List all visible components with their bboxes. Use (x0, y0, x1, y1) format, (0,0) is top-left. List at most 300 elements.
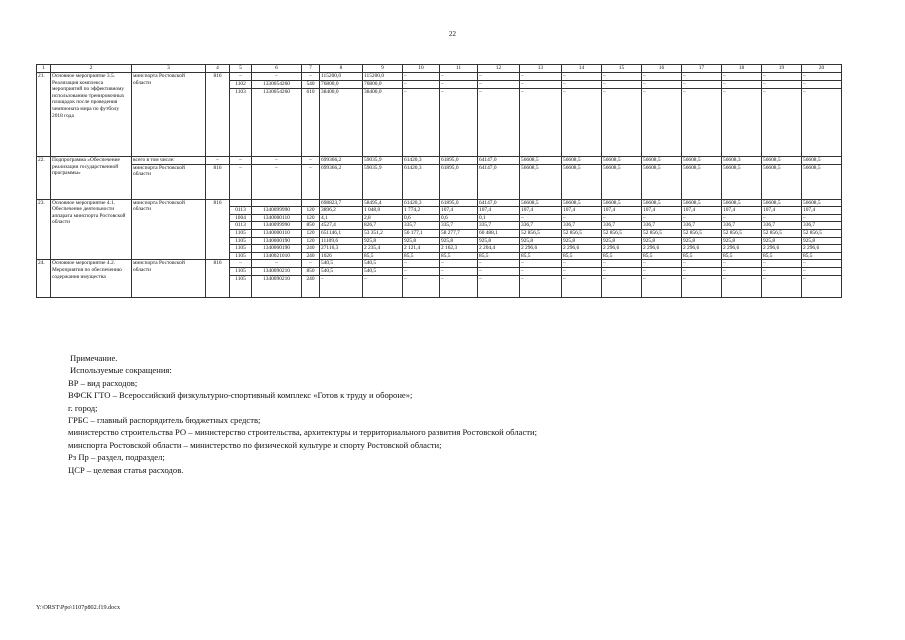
value-cell: 56608,5 (562, 199, 602, 207)
header-cell: 16 (642, 65, 682, 73)
value-cell: – (440, 267, 478, 275)
value-cell: 336,7 (802, 222, 842, 230)
value-cell: 38400,0 (363, 89, 403, 157)
value-cell: – (230, 157, 252, 165)
value-cell: – (762, 73, 802, 81)
value-cell: 699366,2 (320, 164, 363, 199)
value-cell: 240 (302, 275, 320, 297)
value-cell: 85,5 (440, 252, 478, 260)
header-cell: 15 (602, 65, 642, 73)
value-cell: 56608,5 (602, 157, 642, 165)
value-cell (302, 199, 320, 207)
value-cell: 85,5 (722, 252, 762, 260)
value-cell: 56608,5 (682, 157, 722, 165)
value-cell: 2 121,4 (403, 245, 440, 253)
row-number-cell: 23. (37, 199, 51, 260)
header-cell: 18 (722, 65, 762, 73)
budget-table (36, 64, 842, 298)
value-cell: 1102 (230, 81, 252, 89)
value-cell: – (562, 260, 602, 268)
value-cell: 27116,3 (320, 245, 363, 253)
grbs-cell: 816 (206, 260, 230, 297)
value-cell: 2 296,6 (562, 245, 602, 253)
value-cell: 335,7 (478, 222, 520, 230)
value-cell: 58 277,7 (440, 229, 478, 237)
header-cell: 14 (562, 65, 602, 73)
value-cell: 59035,9 (363, 164, 403, 199)
header-cell: 10 (403, 65, 440, 73)
value-cell: – (230, 260, 252, 268)
grbs-cell: 816 (206, 73, 230, 157)
value-cell: 336,7 (602, 222, 642, 230)
value-cell: – (562, 275, 602, 297)
value-cell: 64147,0 (478, 199, 520, 207)
value-cell: 61895,0 (440, 164, 478, 199)
header-cell: 6 (252, 65, 302, 73)
value-cell: 61420,3 (403, 199, 440, 207)
notes-section (70, 352, 537, 476)
value-cell: – (722, 81, 762, 89)
value-cell: 335,7 (403, 222, 440, 230)
value-cell (252, 199, 302, 207)
value-cell: – (682, 260, 722, 268)
value-cell: 1330054260 (252, 89, 302, 157)
value-cell: 61895,0 (440, 199, 478, 207)
value-cell: 107,4 (440, 207, 478, 215)
value-cell: 1105 (230, 275, 252, 297)
value-cell: 925,8 (403, 237, 440, 245)
value-cell: 1340099990 (252, 222, 302, 230)
value-cell: – (602, 73, 642, 81)
value-cell: 11109,6 (320, 237, 363, 245)
row-number-cell: 24. (37, 260, 51, 297)
value-cell: 56608,5 (520, 157, 562, 165)
value-cell: – (682, 73, 722, 81)
header-cell: 17 (682, 65, 722, 73)
value-cell: – (320, 275, 363, 297)
responsible-cell: минспорта Ростовской области (132, 73, 206, 157)
value-cell: – (252, 164, 302, 199)
value-cell: 85,5 (520, 252, 562, 260)
value-cell: 1340021010 (252, 252, 302, 260)
value-cell: 107,4 (642, 207, 682, 215)
header-cell: 12 (478, 65, 520, 73)
value-cell: 85,5 (802, 252, 842, 260)
value-cell: 56608,5 (602, 199, 642, 207)
value-cell: 540,5 (320, 267, 363, 275)
value-cell: – (520, 267, 562, 275)
value-cell: – (642, 81, 682, 89)
header-cell: 19 (762, 65, 802, 73)
value-cell: 540,5 (363, 267, 403, 275)
value-cell: 336,7 (762, 222, 802, 230)
note-item: ЦСР – целевая статья расходов. (68, 464, 184, 475)
header-cell: 20 (802, 65, 842, 73)
value-cell: 85,5 (602, 252, 642, 260)
notes-title: Примечание. (70, 353, 118, 363)
value-cell: 0,6 (440, 214, 478, 222)
value-cell: – (302, 164, 320, 199)
value-cell: 540,5 (363, 260, 403, 268)
value-cell: – (440, 275, 478, 297)
value-cell: 2 296,6 (642, 245, 682, 253)
value-cell: – (682, 214, 722, 222)
value-cell: 1 048,0 (363, 207, 403, 215)
value-cell: 925,8 (722, 237, 762, 245)
value-cell: – (440, 73, 478, 81)
value-cell: 61895,0 (440, 157, 478, 165)
value-cell: 85,5 (682, 252, 722, 260)
value-cell: – (762, 89, 802, 157)
value-cell: 107,4 (602, 207, 642, 215)
value-cell: 925,8 (363, 237, 403, 245)
table-row (37, 164, 842, 199)
value-cell: 1340090210 (252, 275, 302, 297)
value-cell: 107,4 (478, 207, 520, 215)
value-cell: 56608,3 (722, 157, 762, 165)
value-cell: – (642, 260, 682, 268)
value-cell: 52 856,5 (762, 229, 802, 237)
value-cell: 56608,5 (722, 199, 762, 207)
header-cell: 7 (302, 65, 320, 73)
value-cell: 336,7 (642, 222, 682, 230)
value-cell: 850 (302, 267, 320, 275)
header-cell: 3 (132, 65, 206, 73)
value-cell: – (252, 157, 302, 165)
value-cell: 610 (302, 89, 320, 157)
value-cell: – (682, 89, 722, 157)
value-cell: – (762, 214, 802, 222)
value-cell: 336,7 (682, 222, 722, 230)
value-cell: 925,8 (802, 237, 842, 245)
value-cell: 540,5 (320, 260, 363, 268)
value-cell: – (403, 267, 440, 275)
value-cell: 56608,5 (802, 164, 842, 199)
value-cell: 1004 (230, 214, 252, 222)
value-cell: 120 (302, 229, 320, 237)
value-cell: 85,5 (762, 252, 802, 260)
value-cell: – (802, 260, 842, 268)
value-cell: 52 856,5 (602, 229, 642, 237)
value-cell: – (722, 214, 762, 222)
value-cell: 56608,5 (602, 164, 642, 199)
value-cell: 2 296,6 (520, 245, 562, 253)
value-cell: 925,8 (478, 237, 520, 245)
value-cell: – (762, 81, 802, 89)
value-cell: 1 774,2 (403, 207, 440, 215)
value-cell: 56608,5 (762, 157, 802, 165)
note-item: минспорта Ростовской области – министерство по физической культуре и спорту Ростовской области; (68, 439, 442, 450)
value-cell: – (642, 73, 682, 81)
value-cell: 56608,5 (520, 164, 562, 199)
value-cell: – (403, 260, 440, 268)
value-cell: 60 488,1 (478, 229, 520, 237)
value-cell: – (403, 89, 440, 157)
value-cell: – (252, 260, 302, 268)
value-cell: 1105 (230, 229, 252, 237)
table-row (37, 157, 842, 165)
value-cell: – (722, 73, 762, 81)
value-cell: 56608,5 (642, 164, 682, 199)
note-item: ВФСК ГТО – Всероссийский физкультурно-спортивный комплекс «Готов к труду и обороне»; (68, 390, 413, 401)
table-row (37, 199, 842, 207)
value-cell: – (722, 275, 762, 297)
header-cell: 13 (520, 65, 562, 73)
value-cell: 1340090210 (252, 267, 302, 275)
value-cell: 0,1 (478, 214, 520, 222)
value-cell: – (722, 267, 762, 275)
value-cell: – (762, 275, 802, 297)
value-cell: 52 856,5 (642, 229, 682, 237)
row-number-cell: 21. (37, 73, 51, 157)
value-cell: 2 296,6 (602, 245, 642, 253)
value-cell: 0113 (230, 207, 252, 215)
value-cell: – (562, 81, 602, 89)
value-cell: 61420,3 (403, 157, 440, 165)
value-cell: – (440, 260, 478, 268)
value-cell: – (642, 267, 682, 275)
value-cell: 1105 (230, 252, 252, 260)
value-cell: 925,8 (562, 237, 602, 245)
value-cell: 2 296,6 (762, 245, 802, 253)
value-cell: 76800,0 (363, 81, 403, 89)
value-cell: – (302, 73, 320, 81)
value-cell: 52 856,5 (562, 229, 602, 237)
measure-name-cell: Основное мероприятие 4.2. Мероприятия по обеспечению содержания имущества (51, 260, 132, 297)
header-cell: 2 (51, 65, 132, 73)
value-cell: 0113 (230, 222, 252, 230)
value-cell: – (722, 260, 762, 268)
value-cell: – (478, 73, 520, 81)
value-cell: 107,4 (682, 207, 722, 215)
value-cell: 1026 (320, 252, 363, 260)
value-cell: 59035,9 (363, 157, 403, 165)
value-cell: 1105 (230, 245, 252, 253)
note-item: Рз Пр – раздел, подраздел; (68, 452, 165, 463)
value-cell: 2 296,6 (682, 245, 722, 253)
value-cell: 698823,7 (320, 199, 363, 207)
value-cell: – (440, 81, 478, 89)
value-cell: 1103 (230, 89, 252, 157)
value-cell: 56608,5 (682, 199, 722, 207)
value-cell: 58495,4 (363, 199, 403, 207)
value-cell: 56608,5 (520, 199, 562, 207)
value-cell: 2 296,6 (722, 245, 762, 253)
value-cell: – (562, 89, 602, 157)
value-cell: 85,5 (363, 252, 403, 260)
value-cell: 56608,5 (642, 199, 682, 207)
notes-subtitle: Используемые сокращения: (70, 365, 172, 376)
value-cell: 56608,5 (722, 164, 762, 199)
value-cell: 336,7 (520, 222, 562, 230)
value-cell: 2 235,4 (363, 245, 403, 253)
value-cell: – (802, 275, 842, 297)
header-cell: 9 (363, 65, 403, 73)
value-cell: – (642, 89, 682, 157)
value-cell: – (802, 73, 842, 81)
value-cell: 1340000190 (252, 245, 302, 253)
value-cell: 3896,2 (320, 207, 363, 215)
value-cell: 925,8 (762, 237, 802, 245)
value-cell: – (403, 73, 440, 81)
measure-name-cell: Основное мероприятие 4.1. Обеспечение деятельности аппарата минспорта Ростовской области (51, 199, 132, 260)
value-cell: – (520, 214, 562, 222)
value-cell: – (802, 214, 842, 222)
value-cell: 85,5 (478, 252, 520, 260)
responsible-cell: минспорта Ростовской области (132, 164, 206, 199)
header-cell: 8 (320, 65, 363, 73)
value-cell: 52 856,5 (520, 229, 562, 237)
page-number: 22 (449, 30, 456, 38)
value-cell (230, 199, 252, 207)
note-item: ГРБС – главный распорядитель бюджетных средств; (68, 415, 261, 426)
value-cell: 925,8 (602, 237, 642, 245)
table-header-row (37, 65, 842, 73)
footer-file-path: Y:\ORST\Ppo\1107p802.f19.docx (36, 604, 121, 611)
value-cell: – (802, 81, 842, 89)
value-cell: 1340099990 (252, 207, 302, 215)
value-cell: – (302, 260, 320, 268)
value-cell: – (602, 267, 642, 275)
responsible-cell: минспорта Ростовской области (132, 260, 206, 297)
value-cell: – (802, 89, 842, 157)
value-cell: 107,4 (722, 207, 762, 215)
header-cell: 11 (440, 65, 478, 73)
value-cell: 56608,5 (562, 164, 602, 199)
value-cell: – (478, 89, 520, 157)
value-cell: 56608,5 (682, 164, 722, 199)
value-cell: – (230, 73, 252, 81)
value-cell: 0,6 (403, 214, 440, 222)
value-cell: – (478, 260, 520, 268)
value-cell: 53 351,2 (363, 229, 403, 237)
value-cell: – (403, 275, 440, 297)
value-cell: 2,8 (363, 214, 403, 222)
value-cell: 115200,0 (320, 73, 363, 81)
measure-name-cell: Подпрограмма «Обеспечение реализации государственной программы» (51, 157, 132, 200)
value-cell: 240 (302, 252, 320, 260)
note-item: г. город; (68, 402, 98, 413)
responsible-cell: минспорта Ростовской области (132, 199, 206, 260)
value-cell: 107,4 (802, 207, 842, 215)
value-cell: 76800,0 (320, 81, 363, 89)
value-cell: 850 (302, 222, 320, 230)
value-cell: – (682, 275, 722, 297)
row-number-cell: 22. (37, 157, 51, 200)
value-cell: 120 (302, 237, 320, 245)
grbs-cell: 816 (206, 164, 230, 199)
value-cell: 52 856,5 (682, 229, 722, 237)
value-cell: – (562, 73, 602, 81)
value-cell: – (602, 275, 642, 297)
table-body (37, 73, 842, 298)
value-cell: 1330054260 (252, 81, 302, 89)
value-cell: – (520, 275, 562, 297)
value-cell: – (562, 267, 602, 275)
value-cell: 699366,2 (320, 157, 363, 165)
value-cell: 56608,5 (802, 199, 842, 207)
value-cell: – (520, 81, 562, 89)
value-cell: 56 177,1 (403, 229, 440, 237)
value-cell: 52 856,5 (802, 229, 842, 237)
value-cell: – (642, 275, 682, 297)
value-cell: – (403, 81, 440, 89)
value-cell: – (363, 275, 403, 297)
value-cell: 61420,3 (403, 164, 440, 199)
value-cell: 56608,5 (562, 157, 602, 165)
value-cell: 107,4 (762, 207, 802, 215)
value-cell: 925,8 (642, 237, 682, 245)
value-cell: 826,7 (363, 222, 403, 230)
value-cell: – (478, 81, 520, 89)
value-cell: 52 856,5 (722, 229, 762, 237)
value-cell: – (520, 260, 562, 268)
value-cell: 107,4 (520, 207, 562, 215)
value-cell: 38400,0 (320, 89, 363, 157)
value-cell: 120 (302, 207, 320, 215)
grbs-cell: 816 (206, 199, 230, 260)
value-cell: 1340000110 (252, 229, 302, 237)
value-cell: 651146,1 (320, 229, 363, 237)
value-cell: – (478, 275, 520, 297)
value-cell: 1340000110 (252, 214, 302, 222)
header-cell: 4 (206, 65, 230, 73)
grbs-cell: – (206, 157, 230, 165)
header-cell: 1 (37, 65, 51, 73)
value-cell: 2 296,6 (802, 245, 842, 253)
value-cell: – (562, 214, 602, 222)
value-cell: 4527,4 (320, 222, 363, 230)
note-item: министерство строительства РО – министерство строительства, архитектуры и территориального развития Ростовской области; (68, 427, 537, 438)
value-cell: 64147,0 (478, 164, 520, 199)
measure-name-cell: Основное мероприятие 3.5. Реализация комплекса мероприятий по эффективному использованию тренировочных площадок после проведения чемпионата мира по футболу 2018 года (51, 73, 132, 157)
value-cell: – (682, 267, 722, 275)
value-cell: 85,5 (562, 252, 602, 260)
value-cell: 925,8 (520, 237, 562, 245)
value-cell: – (302, 157, 320, 165)
value-cell: – (230, 164, 252, 199)
value-cell: – (602, 260, 642, 268)
responsible-cell: всего в том числе: (132, 157, 206, 165)
value-cell: 120 (302, 214, 320, 222)
value-cell: 85,5 (642, 252, 682, 260)
value-cell: 925,8 (682, 237, 722, 245)
value-cell: 925,8 (440, 237, 478, 245)
value-cell: 2 204,4 (478, 245, 520, 253)
value-cell: 240 (302, 245, 320, 253)
value-cell: 1340000190 (252, 237, 302, 245)
value-cell: – (642, 214, 682, 222)
value-cell: – (602, 81, 642, 89)
value-cell: – (762, 260, 802, 268)
value-cell: 336,7 (562, 222, 602, 230)
value-cell: 56608,5 (762, 199, 802, 207)
value-cell: – (520, 89, 562, 157)
value-cell: – (602, 89, 642, 157)
value-cell: 107,4 (562, 207, 602, 215)
value-cell: – (762, 267, 802, 275)
value-cell: 115200,0 (363, 73, 403, 81)
value-cell: 85,5 (403, 252, 440, 260)
value-cell: – (722, 89, 762, 157)
value-cell: – (682, 81, 722, 89)
value-cell: 56608,5 (762, 164, 802, 199)
value-cell: 336,7 (722, 222, 762, 230)
value-cell: 2 162,3 (440, 245, 478, 253)
value-cell: 4,1 (320, 214, 363, 222)
value-cell: 56608,5 (642, 157, 682, 165)
value-cell: – (602, 214, 642, 222)
